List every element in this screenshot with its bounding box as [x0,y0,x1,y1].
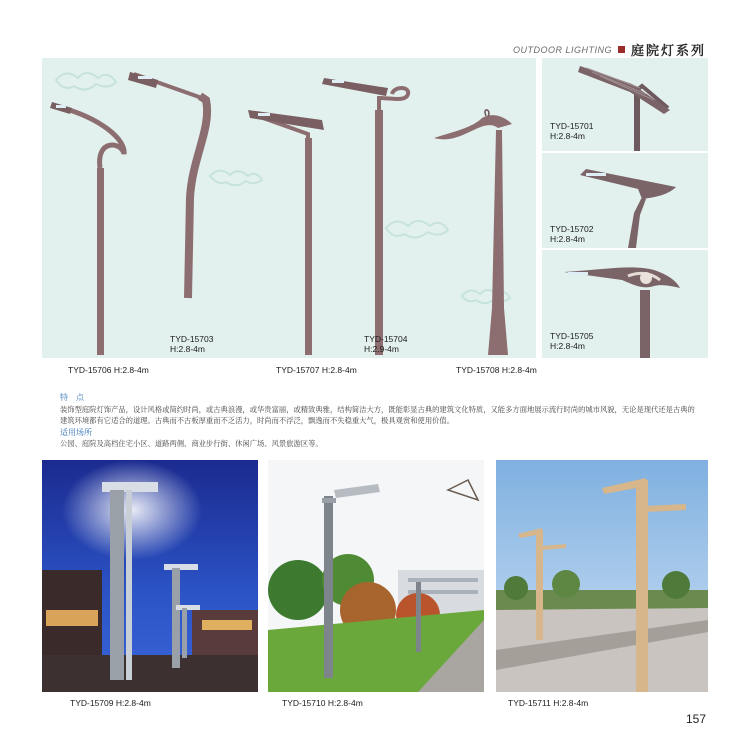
label-15707: TYD-15707 H:2.8-4m [276,365,357,375]
features-text: 装饰型庭院灯饰产品，设计风格或简约时尚，或古典浪漫，或华贵富丽，或精致典雅，结构简洁大方，既能彰显古典的建筑文化特质，又能多方面地展示流行时尚的城市风貌，无论是现代还是古典的建筑环境都有它适合的道理。古典而不古板厚重而不乏活力，时尚而不浮泛，飘逸而不失稳重大气，极具观赏和使用价值。 [60,404,695,425]
side-panel-15702 [542,153,708,248]
label-15705 [550,331,593,351]
label-15701-model: TYD-15701 [550,121,594,131]
label-15703-height: H:2.8-4m [170,344,205,354]
label-15701 [550,121,593,141]
caption-15710: TYD-15710 H:2.8-4m [282,698,363,708]
page-number: 157 [685,712,706,726]
label-15703-model: TYD-15703 [170,334,214,344]
label-15703 [170,334,213,354]
label-15702 [550,224,593,244]
lamp-tyd-15703 [128,72,207,298]
main-lamps-illustration [42,58,536,358]
photo-tyd-15710 [268,460,484,692]
label-15701-height: H:2.8-4m [550,131,585,141]
lamp-tyd-15704 [322,78,408,355]
label-15702-model: TYD-15702 [550,224,594,234]
side-panel-15705 [542,250,708,358]
header-marker [618,46,625,53]
photo-tyd-15711 [496,460,708,692]
cloud-decoration [56,73,510,303]
usage-heading: 适用场所 [60,427,92,437]
description-block [60,392,700,450]
category-english: OUTDOOR LIGHTING [512,44,612,55]
lamp-tyd-15706 [50,102,124,355]
lamp-tyd-15707 [248,110,324,355]
main-product-panel [42,58,536,358]
usage-text: 公园、庭院及高档住宅小区、道路两侧、商业步行街、休闲广场、风景旅游区等。 [60,439,323,448]
photo-tyd-15709 [42,460,258,692]
label-15704-height: H:2.9-4m [364,344,399,354]
features-heading: 特 点 [60,393,84,402]
caption-15709: TYD-15709 H:2.8-4m [70,698,151,708]
label-15702-height: H:2.8-4m [550,234,585,244]
label-15706: TYD-15706 H:2.8-4m [68,365,149,375]
page-header [513,40,706,59]
side-panel-15701 [542,58,708,151]
label-15705-model: TYD-15705 [550,331,594,341]
label-15705-height: H:2.8-4m [550,341,585,351]
category-chinese: 庭院灯系列 [630,43,706,58]
caption-15711: TYD-15711 H:2.8-4m [508,698,589,708]
label-15704-model: TYD-15704 [364,334,408,344]
label-15708: TYD-15708 H:2.8-4m [456,365,537,375]
label-15704 [364,334,407,354]
